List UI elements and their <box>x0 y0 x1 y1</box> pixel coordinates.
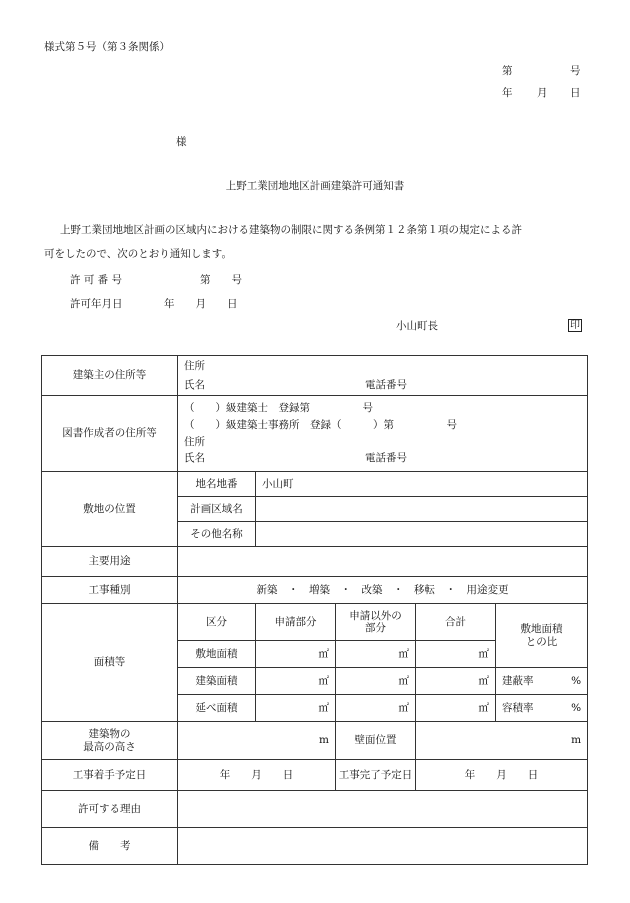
unit-sqm: ㎡ <box>256 668 336 695</box>
seal-text: 印 <box>570 320 580 331</box>
date-day: 日 <box>570 87 581 99</box>
unit-sqm: ㎡ <box>256 641 336 668</box>
row-site-area: 敷地面積 <box>178 641 256 668</box>
designer-line-1: （ ）級建築士 登録第 号 <box>184 401 373 414</box>
area-col-other <box>336 604 416 641</box>
row-building-area: 建築面積 <box>178 668 256 695</box>
unit-sqm: ㎡ <box>336 695 416 722</box>
area-label: 面積等 <box>42 604 178 722</box>
owner-label: 建築主の住所等 <box>42 356 178 396</box>
issuer: 小山町長 <box>396 320 438 332</box>
designer-name-label: 氏名 <box>184 452 205 465</box>
site-zone-label: 計画区域名 <box>178 497 256 522</box>
wall-label: 壁面位置 <box>336 722 416 760</box>
date-year: 年 <box>502 87 513 99</box>
area-col-total: 合計 <box>416 604 496 641</box>
site-label: 敷地の位置 <box>42 472 178 547</box>
start-label: 工事着手予定日 <box>42 760 178 791</box>
owner-address: 住所 <box>178 356 588 376</box>
use-value <box>178 547 588 577</box>
permit-date-label: 許可年月日 <box>70 298 123 310</box>
permit-date-value: 年 月 日 <box>164 298 238 310</box>
height-label-l1: 建築物の <box>88 728 131 741</box>
site-lot-label: 地名地番 <box>178 472 256 497</box>
area-col-applied: 申請部分 <box>256 604 336 641</box>
reason-value <box>178 791 588 828</box>
area-col-ratio-l2: との比 <box>525 635 558 648</box>
area-col-ratio-l1: 敷地面積 <box>520 623 563 636</box>
addressee-suffix: 様 <box>176 136 187 148</box>
start-date: 年 月 日 <box>178 760 336 791</box>
site-zone-value <box>256 497 588 522</box>
permit-number-label: 許 可 番 号 <box>70 274 123 286</box>
unit-sqm: ㎡ <box>416 668 496 695</box>
wall-value: m <box>416 722 588 760</box>
row-floor-area: 延べ面積 <box>178 695 256 722</box>
unit-sqm: ㎡ <box>256 695 336 722</box>
area-col-ratio <box>496 604 588 668</box>
complete-label: 工事完了予定日 <box>336 760 416 791</box>
percent-sign: % <box>571 674 582 687</box>
area-col-other-l2: 部分 <box>365 622 386 634</box>
body-line-2: 可をしたので、次のとおり通知します。 <box>44 248 232 260</box>
work-type-label: 工事種別 <box>42 577 178 604</box>
height-label <box>42 722 178 760</box>
body-line-1: 上野工業団地地区計画の区域内における建築物の制限に関する条例第１２条第１項の規定による許 <box>60 224 522 236</box>
permit-number-value: 第 号 <box>200 274 242 286</box>
remarks-value <box>178 828 588 865</box>
use-label: 主要用途 <box>42 547 178 577</box>
owner-name-label: 氏名 <box>184 379 205 392</box>
area-col-other-l1: 申請以外の <box>349 609 402 622</box>
height-value: m <box>178 722 336 760</box>
work-type-value: 新築 ・ 増築 ・ 改築 ・ 移転 ・ 用途変更 <box>178 577 588 604</box>
form-number: 様式第５号（第３条関係） <box>44 41 170 53</box>
far-cell <box>496 695 588 722</box>
unit-sqm: ㎡ <box>416 695 496 722</box>
owner-name-row <box>178 376 588 396</box>
document-title: 上野工業団地地区計画建築許可通知書 <box>225 180 405 192</box>
designer-line-2: （ ）級建築士事務所 登録（ ）第 号 <box>184 418 457 431</box>
coverage-label: 建蔽率 <box>502 674 534 687</box>
date-month: 月 <box>537 87 548 99</box>
designer-label: 図書作成者の住所等 <box>42 396 178 472</box>
complete-date: 年 月 日 <box>416 760 588 791</box>
reason-label: 許可する理由 <box>42 791 178 828</box>
designer-address: 住所 <box>184 435 205 448</box>
number-suffix: 号 <box>570 65 581 77</box>
site-lot-value: 小山町 <box>256 472 588 497</box>
coverage-cell <box>496 668 588 695</box>
area-col-kubun: 区分 <box>178 604 256 641</box>
unit-sqm: ㎡ <box>336 641 416 668</box>
designer-phone-label: 電話番号 <box>365 452 407 465</box>
site-other-value <box>256 522 588 547</box>
percent-sign: % <box>571 701 582 714</box>
unit-sqm: ㎡ <box>416 641 496 668</box>
seal-mark <box>568 320 582 331</box>
site-other-label: その他名称 <box>178 522 256 547</box>
remarks-label: 備 考 <box>42 828 178 865</box>
designer-info <box>178 396 588 472</box>
unit-sqm: ㎡ <box>336 668 416 695</box>
height-label-l2: 最高の高さ <box>83 740 136 753</box>
permit-details-table <box>41 355 588 865</box>
owner-phone-label: 電話番号 <box>365 379 407 392</box>
number-prefix: 第 <box>502 65 513 77</box>
far-label: 容積率 <box>502 701 534 714</box>
